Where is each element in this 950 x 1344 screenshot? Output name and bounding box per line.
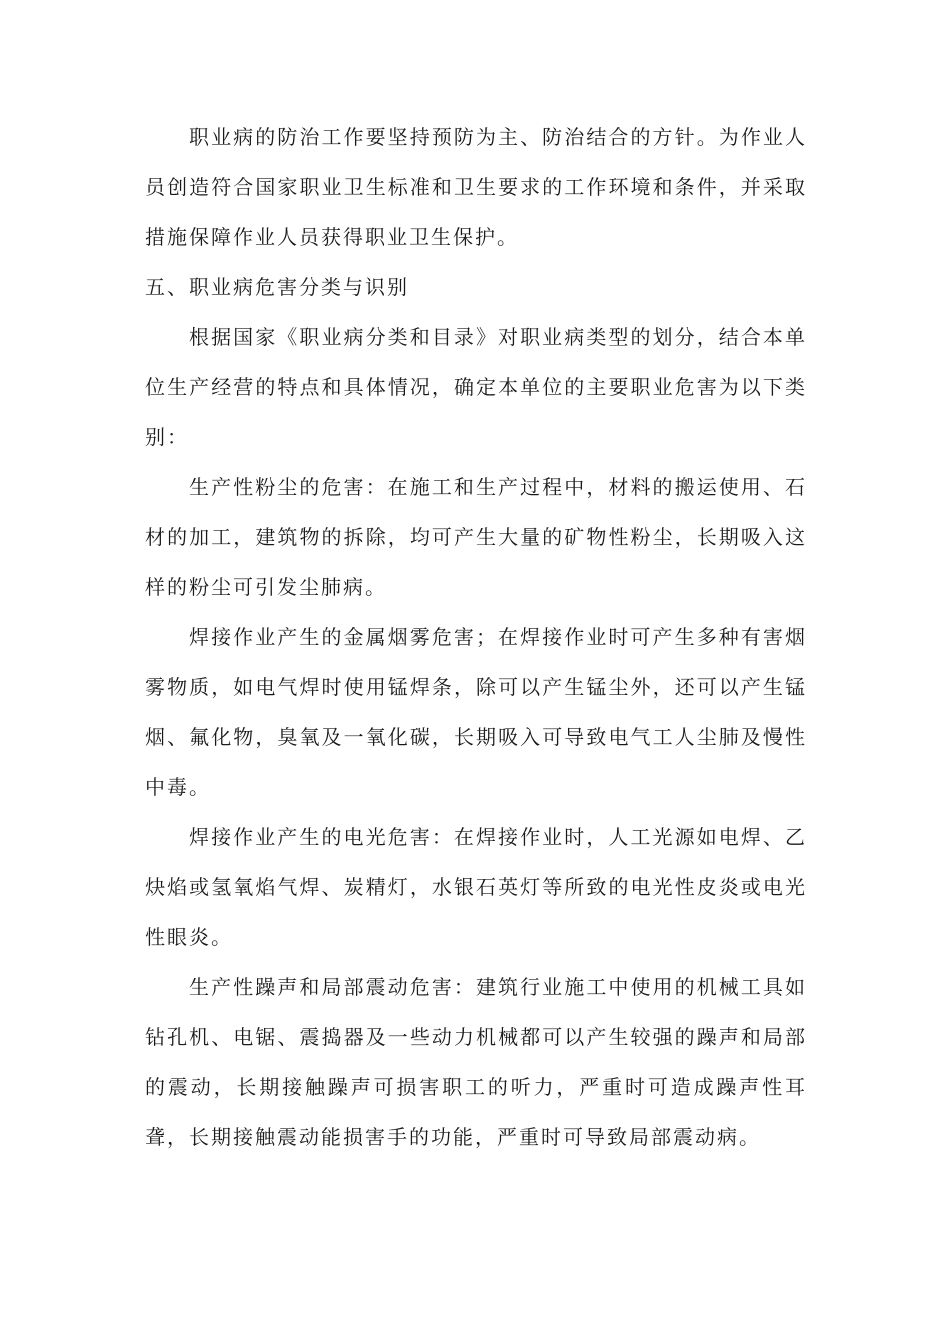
paragraph-prevention-policy: 职业病的防治工作要坚持预防为主、防治结合的方针。为作业人员创造符合国家职业卫生标准和卫生要求的工作环境和条件，并采取措施保障作业人员获得职业卫生保护。	[145, 125, 807, 249]
document-body	[145, 112, 807, 1162]
paragraph-classification-basis: 根据国家《职业病分类和目录》对职业病类型的划分，结合本单位生产经营的特点和具体情况，确定本单位的主要职业危害为以下类别：	[145, 325, 807, 449]
paragraph-welding-arc-hazard: 焊接作业产生的电光危害：在焊接作业时，人工光源如电焊、乙炔焰或氢氧焰气焊、炭精灯，水银石英灯等所致的电光性皮炎或电光性眼炎。	[145, 825, 807, 949]
section-heading-hazard-classification: 五、职业病危害分类与识别	[145, 275, 409, 299]
paragraph-welding-fume-hazard: 焊接作业产生的金属烟雾危害；在焊接作业时可产生多种有害烟雾物质，如电气焊时使用锰焊条，除可以产生锰尘外，还可以产生锰烟、氟化物，臭氧及一氧化碳，长期吸入可导致电气工人尘肺及慢性中毒。	[145, 625, 807, 799]
paragraph-noise-vibration-hazard: 生产性躁声和局部震动危害：建筑行业施工中使用的机械工具如钻孔机、电锯、震捣器及一些动力机械都可以产生较强的躁声和局部的震动，长期接触躁声可损害职工的听力，严重时可造成躁声性耳聋，长期接触震动能损害手的功能，严重时可导致局部震动病。	[145, 975, 807, 1149]
paragraph-dust-hazard: 生产性粉尘的危害：在施工和生产过程中，材料的搬运使用、石材的加工，建筑物的拆除，均可产生大量的矿物性粉尘，长期吸入这样的粉尘可引发尘肺病。	[145, 475, 807, 599]
